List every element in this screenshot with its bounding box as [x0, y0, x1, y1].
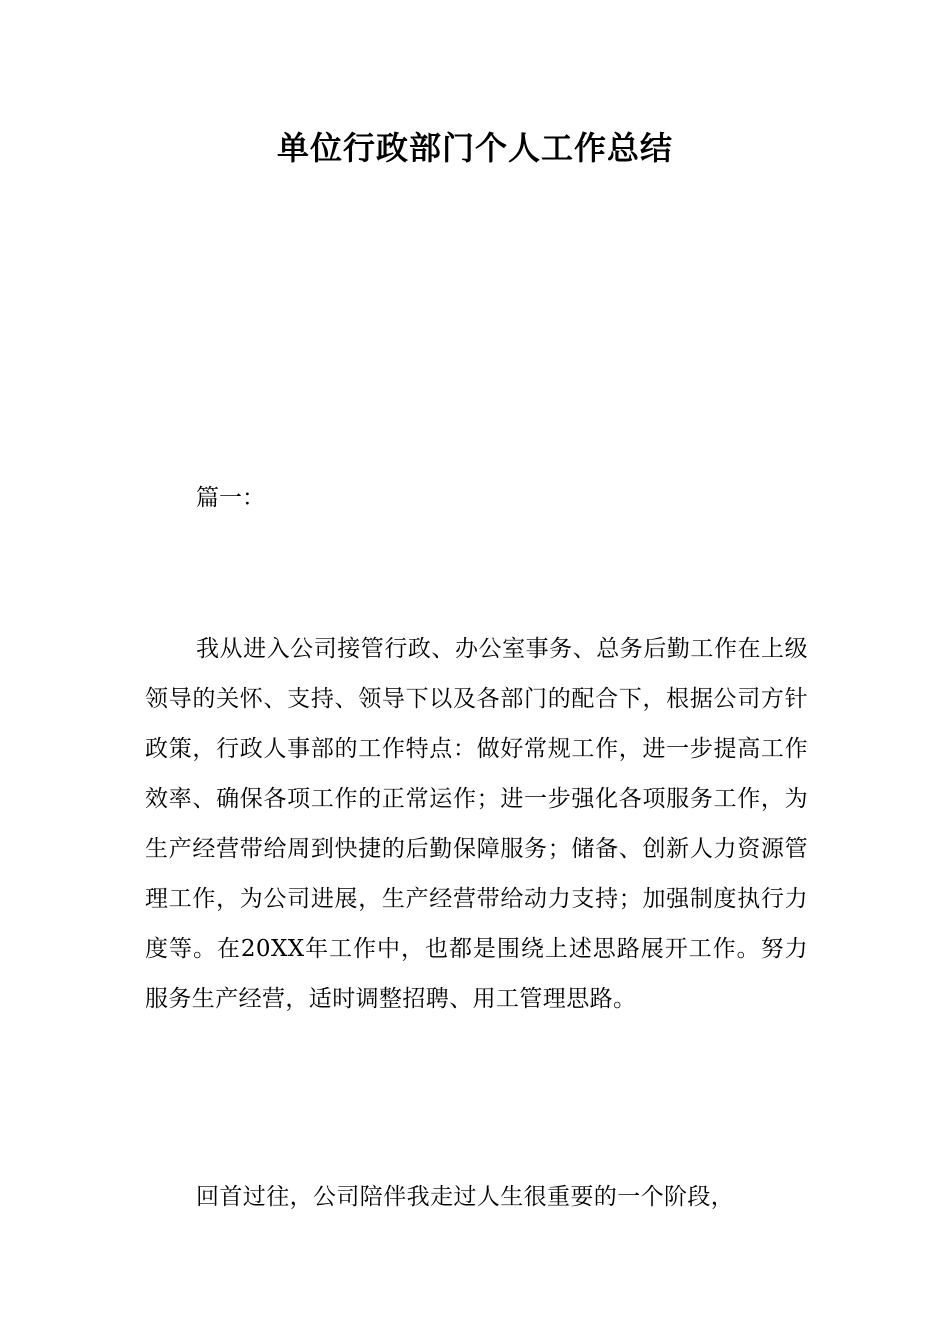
document-title: 单位行政部门个人工作总结 — [276, 129, 673, 167]
body-paragraph: 我从进入公司接管行政、办公室事务、总务后勤工作在上级领导的关怀、支持、领导下以及各部门的配合下，根据公司方针政策，行政人事部的工作特点：做好常规工作，进一步提高工作效率、确保各项工作的正常运作；进一步强化各项服务工作，为生产经营带给周到快捷的后勤保障服务；储备、创新人力资源管理工作，为公司进展，生产经营带给动力支持；加强制度执行力度等。在20XX年工作中，也都是围绕上述思路展开工作。努力服务生产经营，适时调整招聘、用工管理思路。 — [145, 636, 808, 1012]
body-paragraph: 回首过往，公司陪伴我走过人生很重要的一个阶段， — [196, 1184, 735, 1210]
section-label: 篇一： — [196, 485, 265, 511]
